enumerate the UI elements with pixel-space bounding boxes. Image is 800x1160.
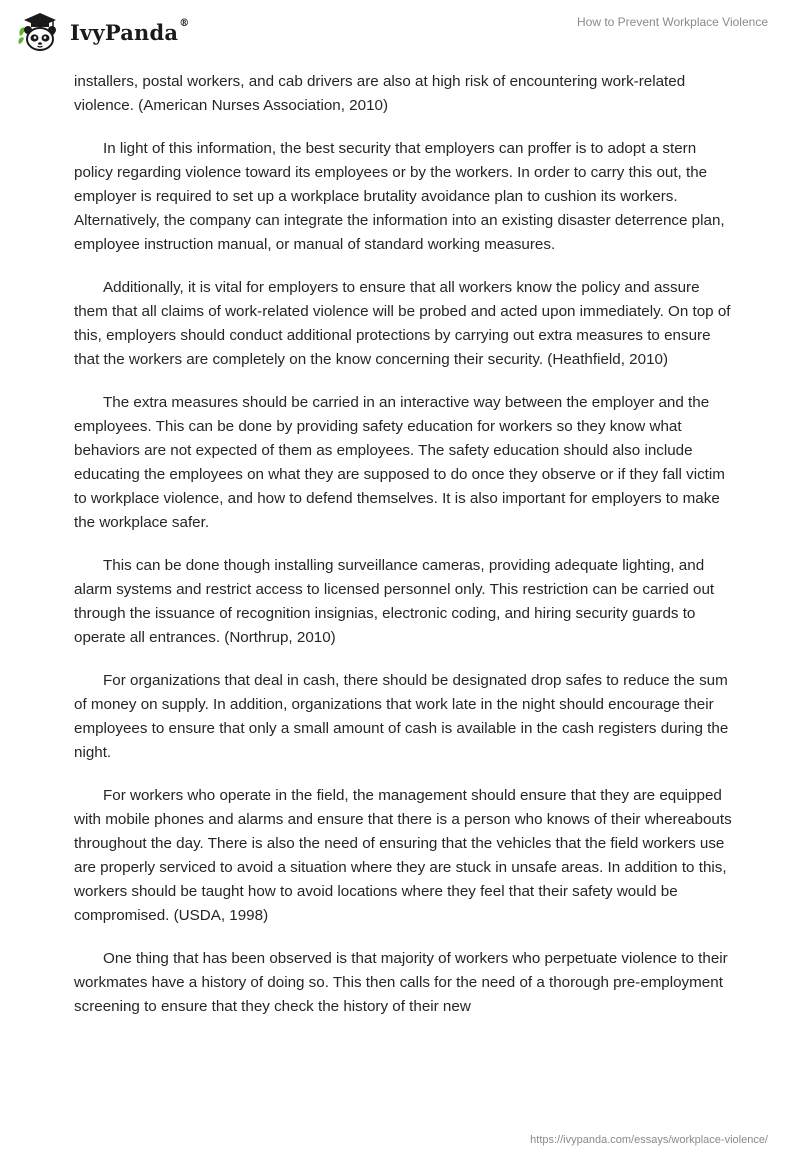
essay-body	[74, 70, 734, 1038]
page-header	[0, 0, 800, 62]
panda-logo-icon	[16, 8, 64, 56]
paragraph: This can be done though installing surveillance cameras, providing adequate lighting, and alarm systems and restrict access to licensed personnel only. This restriction can be carried out through the issuance of recognition insignias, electronic coding, and hiring security guards to operate all entrances. (Northrup, 2010)	[74, 557, 715, 646]
paragraph: One thing that has been observed is that majority of workers who perpetuate violence to their workmates have a history of doing so. This then calls for the need of a thorough pre-employment screening to ensure that they check the history of their new	[74, 950, 728, 1015]
logo-name: IvyPanda	[70, 19, 179, 45]
ivypanda-logo[interactable]	[16, 8, 189, 56]
paragraph: In light of this information, the best security that employers can proffer is to adopt a stern policy regarding violence toward its employees or by the workers. In order to carry this out, the employer is required to set up a workplace brutality avoidance plan to cushion its workers. Alternatively, the company can integrate the information into an existing disaster deterrence plan, employee instruction manual, or manual of standard working measures.	[74, 140, 725, 253]
paragraph: For organizations that deal in cash, there should be designated drop safes to reduce the sum of money on supply. In addition, organizations that work late in the night should encourage their employees to ensure that only a small amount of cash is available in the cash registers during the night.	[74, 672, 729, 761]
paragraph: The extra measures should be carried in an interactive way between the employer and the employees. This can be done by providing safety education for workers so they know what behaviors are not expected of them as employees. The safety education should also include educating the employees on what they are supposed to do once they observe or if they fall victim to workplace violence, and how to defend themselves. It is also important for employers to make the workplace safer.	[74, 394, 725, 531]
paragraph: For workers who operate in the field, the management should ensure that they are equipped with mobile phones and alarms and ensure that there is a person who knows of their whereabouts throughout the day. There is also the need of ensuring that the vehicles that the field workers use are properly serviced to avoid a situation where they are stuck in unsafe areas. In addition to this, workers should be taught how to avoid locations where they feel that their safety would be compromised. (USDA, 1998)	[74, 787, 732, 924]
source-url-link[interactable]: https://ivypanda.com/essays/workplace-violence/	[530, 1134, 768, 1146]
paragraph-continued: installers, postal workers, and cab drivers are also at high risk of encountering work-related violence. (American Nurses Association, 2010)	[74, 73, 686, 114]
logo-registered-mark: ®	[179, 17, 190, 29]
paragraph: Additionally, it is vital for employers to ensure that all workers know the policy and assure them that all claims of work-related violence will be probed and acted upon immediately. On top of this, employers should conduct additional protections by carrying out extra measures to ensure that the workers are completely on the know concerning their security. (Heathfield, 2010)	[74, 279, 731, 368]
document-title: How to Prevent Workplace Violence	[577, 15, 768, 29]
logo-text	[70, 17, 190, 45]
